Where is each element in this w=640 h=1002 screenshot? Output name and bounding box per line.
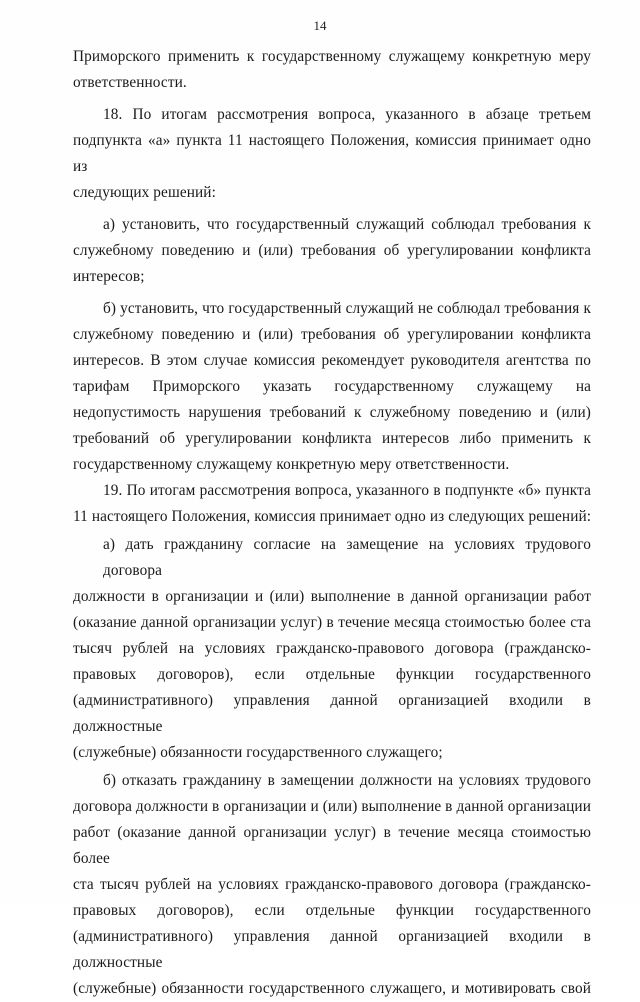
paragraph-continuation [73, 44, 591, 96]
page-number: 14 [313, 18, 327, 33]
paragraph-item-19b [73, 768, 591, 1002]
text-line: подпункта «а» пункта 11 настоящего Положения, комиссия принимает одно из [73, 132, 591, 175]
text-line: 19. По итогам рассмотрения вопроса, указанного в подпункте «б» пункта [103, 482, 591, 499]
text-line: служебному поведению и (или) требования об урегулировании конфликта [73, 242, 591, 259]
text-line: (административного) управления данной организацией входили в должностные [73, 928, 591, 971]
text-line: следующих решений: [73, 184, 216, 201]
text-line: (служебные) обязанности государственного служащего, и мотивировать свой [73, 980, 591, 997]
text-line: государственному служащему конкретную меру ответственности. [73, 456, 510, 473]
text-line: правовых договоров), если отдельные функции государственного [73, 902, 591, 919]
text-line: договора должности в организации и (или) выполнение в данной организации [73, 798, 591, 815]
text-line: интересов; [73, 268, 145, 285]
text-line: тысяч рублей на условиях гражданско-правового договора (гражданско- [73, 640, 591, 657]
text-line: (административного) управления данной организацией входили в должностные [73, 692, 591, 735]
paragraph-item-18 [73, 102, 591, 206]
text-line: (оказание данной организации услуг) в течение месяца стоимостью более ста [73, 614, 591, 631]
paragraph-item-19a [73, 532, 591, 766]
text-line: а) установить, что государственный служащий соблюдал требования к [103, 216, 591, 233]
paragraph-item-19 [73, 478, 591, 530]
text-line: б) отказать гражданину в замещении должности на условиях трудового [103, 772, 591, 789]
text-line: ста тысяч рублей на условиях гражданско-правового договора (гражданско- [73, 876, 591, 893]
text-line: тарифам Приморского указать государственному служащему на [73, 378, 591, 395]
text-line: работ (оказание данной организации услуг) в течение месяца стоимостью более [73, 824, 591, 867]
text-line: служебному поведению и (или) требования об урегулировании конфликта [73, 326, 591, 343]
text-line: 18. По итогам рассмотрения вопроса, указанного в абзаце третьем [103, 106, 591, 123]
text-line: интересов. В этом случае комиссия рекомендует руководителя агентства по [73, 352, 591, 369]
text-line: должности в организации и (или) выполнение в данной организации работ [73, 588, 591, 605]
text-line: правовых договоров), если отдельные функции государственного [73, 666, 591, 683]
text-line: недопустимость нарушения требований к служебному поведению и (или) [73, 404, 591, 421]
paragraph-item-18a [73, 212, 591, 290]
text-line: 11 настоящего Положения, комиссия принимает одно из следующих решений: [73, 508, 592, 525]
text-line: требований об урегулировании конфликта интересов либо применить к [73, 430, 591, 447]
text-line: Приморского применить к государственному служащему конкретную меру [73, 48, 591, 65]
text-line: ответственности. [73, 74, 187, 91]
text-line: (служебные) обязанности государственного служащего; [73, 744, 443, 761]
paragraph-item-18b [73, 296, 591, 478]
document-body [73, 44, 591, 1002]
text-line: а) дать гражданину согласие на замещение на условиях трудового договора [103, 536, 591, 579]
text-line: б) установить, что государственный служащий не соблюдал требования к [103, 300, 591, 317]
